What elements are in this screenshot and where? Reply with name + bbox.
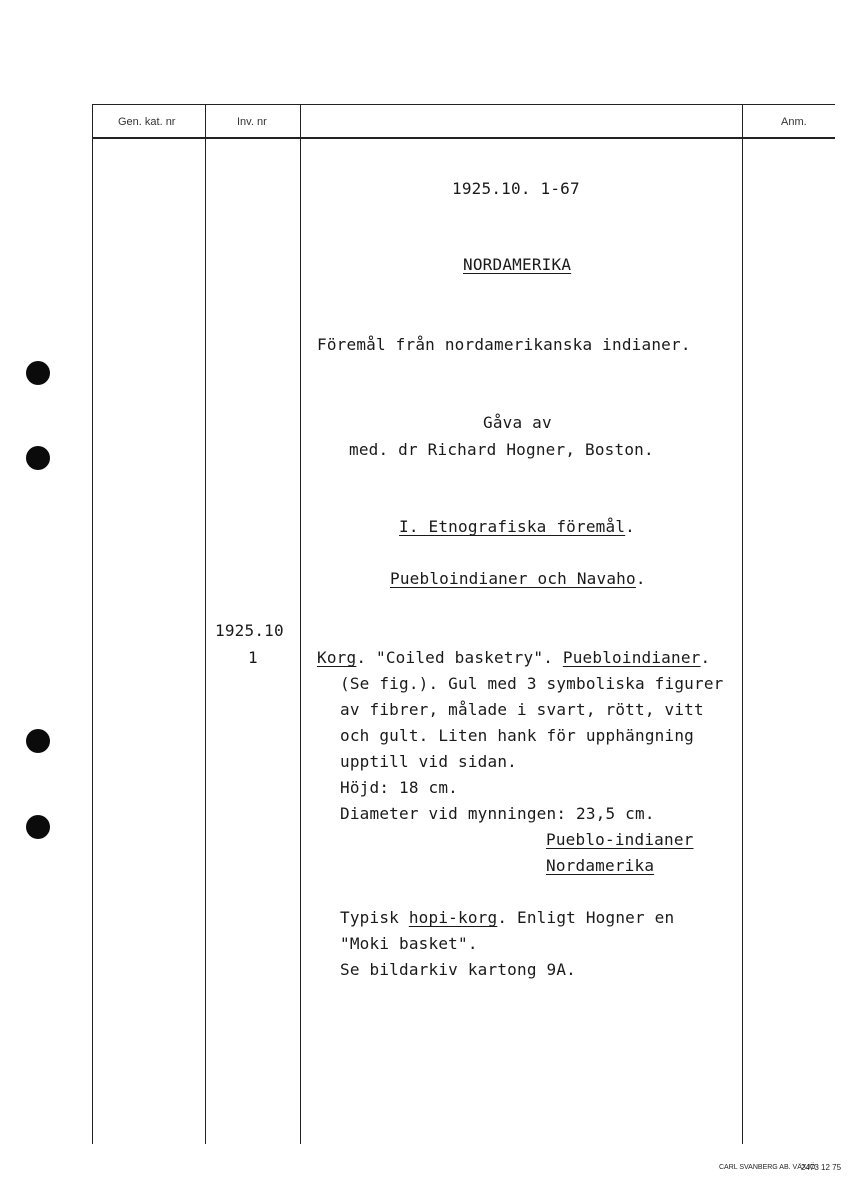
column-divider [92, 104, 93, 1144]
item-description-line: upptill vid sidan. [340, 752, 517, 771]
column-divider [300, 104, 301, 1144]
item-quote: "Coiled basketry" [376, 648, 544, 667]
form-code: 2473 12 75 [801, 1163, 842, 1172]
column-header-gen-kat-nr: Gen. kat. nr [118, 116, 176, 128]
region-heading: NORDAMERIKA [463, 255, 572, 274]
item-people: Puebloindianer [562, 648, 701, 667]
note-line: Se bildarkiv kartong 9A. [340, 960, 576, 979]
punch-hole [26, 729, 50, 753]
item-description-line: och gult. Liten hank för upphängning [340, 726, 694, 745]
subsection-heading: Puebloindianer och Navaho. [390, 569, 646, 588]
item-tag-region: Nordamerika [546, 856, 655, 875]
item-description-line: (Se fig.). Gul med 3 symboliska figurer [340, 674, 724, 693]
gift-label: Gåva av [483, 413, 552, 432]
subsection-title: Puebloindianer och Navaho [390, 569, 636, 588]
donor: med. dr Richard Hogner, Boston. [349, 440, 654, 459]
inv-number: 1 [248, 648, 258, 667]
punch-hole [26, 446, 50, 470]
record-number-range: 1925.10. 1-67 [452, 179, 580, 198]
note-link: hopi-korg [408, 908, 498, 927]
header-bottom-rule [92, 137, 835, 139]
column-divider [205, 104, 206, 1144]
punch-hole [26, 361, 50, 385]
column-divider [742, 104, 743, 1144]
section-heading: I. Etnografiska föremål. [399, 517, 635, 536]
note-line: "Moki basket". [340, 934, 478, 953]
item-diameter: Diameter vid mynningen: 23,5 cm. [340, 804, 655, 823]
inv-prefix: 1925.10 [215, 621, 284, 640]
column-header-inv-nr: Inv. nr [237, 116, 267, 128]
column-header-anm: Anm. [781, 116, 807, 128]
punch-hole [26, 815, 50, 839]
item-tag-people: Pueblo-indianer [546, 830, 694, 849]
item-title-line: Korg. "Coiled basketry". Puebloindianer. [317, 648, 711, 667]
item-height: Höjd: 18 cm. [340, 778, 458, 797]
note-suffix: . Enligt Hogner en [497, 908, 675, 927]
printer-mark: CARL SVANBERG AB. VÄXJÖ [719, 1164, 816, 1171]
note-line [340, 908, 674, 927]
item-description-line: av fibrer, målade i svart, rött, vitt [340, 700, 704, 719]
item-name: Korg [317, 648, 357, 667]
collection-description: Föremål från nordamerikanska indianer. [317, 335, 691, 354]
note-prefix: Typisk [340, 908, 409, 927]
header-top-rule [92, 104, 835, 105]
section-title: I. Etnografiska föremål [399, 517, 626, 536]
